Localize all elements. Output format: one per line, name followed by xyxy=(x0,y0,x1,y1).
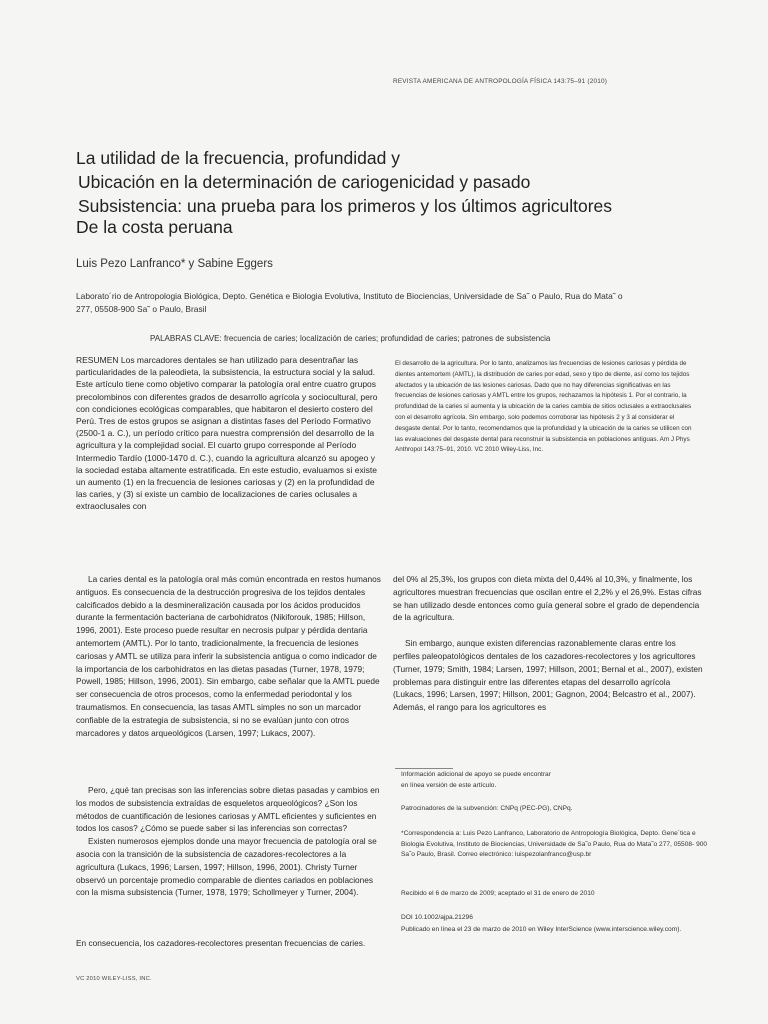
journal-header: REVISTA AMERICANA DE ANTROPOLOGÍA FÍSICA 143:75–91 (2010) xyxy=(393,78,608,85)
footnote-correspondence: *Correspondencia a: Luis Pezo Lanfranco, Laboratorio de Antropología Biológica, Depto. Gene´tica e Biologia Evolutiva, Instituto de Biociencias, Universidade de Sa˜o Paulo, Rua do Mata˜o 277, 05508- 900 Sa˜o Paulo, Brasil. Correo electrónico: luispezolanfranco@usp.br xyxy=(401,830,708,858)
intro-paragraph-1 xyxy=(76,573,382,739)
title-line-3: Subsistencia: una prueba para los primeros y los últimos agricultores xyxy=(78,196,613,216)
title-line-4: De la costa peruana xyxy=(76,217,233,237)
abstract-right: El desarrollo de la agricultura. Por lo tanto, analizamos las frecuencias de lesiones cariosas y pérdida de dientes antemortem (AMTL), la distribución de caries por edad, sexo y tipo de diente, así como los tejidos afectados y la ubicación de las lesiones cariosas. Dado que no hay diferencias significativas en las frecuencias de lesiones cariosas y AMTL entre los grupos, rechazamos la hipótesis 1. Por el contrario, la profundidad de la caries sí aumenta y la ubicación de la caries cambia de sitios oclusales a extraoclusales con el desarrollo agrícola. Sin embargo, solo podemos corroborar las hipótesis 2 y 3 al considerar el desgaste dental. Por lo tanto, recomendamos que la profundidad y la ubicación de la caries se utilicen con las evaluaciones del desgaste dental para reconstruir la subsistencia en poblaciones antiguas. Am J Phys Anthropol 143:75–91, 2010. VC 2010 Wiley-Liss, Inc. xyxy=(395,360,692,454)
right-paragraph-2-text: Sin embargo, aunque existen diferencias razonablemente claras entre los perfiles paleopatológicos dentales de los cazadores-recolectores y los agricultores (Turner, 1979; Smith, 1984; Larsen, 1997; Hillson, 2001; Bernal et al., 2007), existen problemas para distinguir entre las diferentes etapas del desarrollo agrícola (Lukacs, 1996; Larsen, 1997; Hillson, 2001; Gagnon, 2004; Belcastro et al., 2007). Además, el rango para los agricultores es xyxy=(393,638,703,713)
intro-paragraph-2 xyxy=(76,784,382,899)
title-line-2: Ubicación en la determinación de cariogenicidad y pasado xyxy=(78,172,531,192)
intro-paragraph-2a-text: Pero, ¿qué tan precisas son las inferencias sobre dietas pasadas y cambios en los modos de subsistencia extraídas de esqueletos arqueológicos? ¿Son los métodos de cuantificación de lesiones cariosas y AMTL eficientes y suficientes en todos los casos? ¿Cómo se puede saber si las inferencias son correctas? xyxy=(76,785,380,834)
keywords: PALABRAS CLAVE: frecuencia de caries; localización de caries; profundidad de caries; patrones de subsistencia xyxy=(150,334,551,343)
footnote-received: Recibido el 6 de marzo de 2009; aceptado el 31 de enero de 2010 xyxy=(401,890,595,897)
right-column-body xyxy=(393,573,703,714)
intro-paragraph-3: En consecuencia, los cazadores-recolectores presentan frecuencias de caries. xyxy=(76,938,366,948)
footnote-grant: Patrocinadores de la subvención: CNPq (PEC-PG), CNPq. xyxy=(401,805,573,812)
intro-paragraph-1-text: La caries dental es la patología oral más común encontrada en restos humanos antiguos. Es consecuencia de la destrucción progresiva de los tejidos dentales calcificados debido a la desmineralización causada por los ácidos producidos durante la fermentación bacteriana de carbohidratos (Nikiforouk, 1985; Hillson, 1996, 2001). Este proceso puede resultar en necrosis pulpar y pérdida dentaria antemortem (AMTL). Por lo tanto, tradicionalmente, la frecuencia de lesiones cariosas y AMTL se utiliza para inferir la subsistencia antigua o como indicador de la importancia de los carbohidratos en las dietas pasadas (Turner, 1978, 1979; Powell, 1985; Hillson, 1996, 2001). Sin embargo, cabe señalar que la AMTL puede ser consecuencia de otros procesos, como la enfermedad periodontal y los traumatismos. En consecuencia, las tasas AMTL simples no son un marcador confiable de la estrategia de subsistencia, si no se evalúan junto con otros marcadores y datos arqueológicos (Larsen, 1997; Lukacs, 2007). xyxy=(76,574,381,738)
copyright: VC 2010 WILEY-LISS, INC. xyxy=(76,976,152,982)
affiliation: Laborato´rio de Antropologia Biológica, Depto. Genética e Biologia Evolutiva, Instituto de Biociencias, Universidade de Sa˜ o Paulo, Rua do Mata˜ o 277, 05508-900 Sa˜ o Paulo, Brasil xyxy=(76,291,623,314)
footnote-published: Publicado en línea el 23 de marzo de 2010 en Wiley InterScience (www.interscience.wiley.com). xyxy=(401,926,682,933)
title-line-1: La utilidad de la frecuencia, profundidad y xyxy=(76,148,400,168)
footnote-supporting-info: Información adicional de apoyo se puede encontrar en línea versión de este artículo. xyxy=(401,771,551,789)
footnote-doi: DOI 10.1002/ajpa.21296 xyxy=(401,914,473,921)
authors: Luis Pezo Lanfranco* y Sabine Eggers xyxy=(76,258,273,270)
footnote-divider xyxy=(395,768,453,769)
abstract-left: RESUMEN Los marcadores dentales se han utilizado para desentrañar las particularidades de la paleodieta, la subsistencia, la estructura social y la salud. Este artículo tiene como objetivo comparar la patología oral entre cuatro grupos precolombinos con diferentes grados de desarrollo agrícola y sociocultural, pero con condiciones ecológicas comparables, que habitaron el desierto costero del Perú. Tres de estos grupos se asignan a distintas fases del Período Formativo (2500-1 a. C.), un período crítico para nuestra comprensión del desarrollo de la agricultura y la complejidad social. El cuarto grupo corresponde al Período Intermedio Tardío (1000-1470 d. C.), cuando la agricultura alcanzó su apogeo y la sociedad estaba altamente estratificada. En este estudio, evaluamos si existe un aumento (1) en la frecuencia de lesiones cariosas y (2) en la profundidad de las caries, y (3) si existe un cambio de localizaciones de caries oclusales a extraoclusales con xyxy=(76,355,378,512)
intro-paragraph-2b-text: Existen numerosos ejemplos donde una mayor frecuencia de patología oral se asocia con la transición de la subsistencia de cazadores-recolectores a la agricultura (Lukacs, 1996; Larsen, 1997; Hillson, 1996, 2001). Christy Turner observó un porcentaje promedio comparable de dientes cariados en poblaciones con la misma subsistencia (Turner, 1978, 1979; Schollmeyer y Turner, 2004). xyxy=(76,836,377,898)
right-paragraph-1-text: del 0% al 25,3%, los grupos con dieta mixta del 0,44% al 10,3%, y finalmente, los agricultores muestran frecuencias que oscilan entre el 2,2% y el 26,9%. Estas cifras se han utilizado desde entonces como guía general sobre el grado de dependencia de la agricultura. xyxy=(393,574,702,623)
